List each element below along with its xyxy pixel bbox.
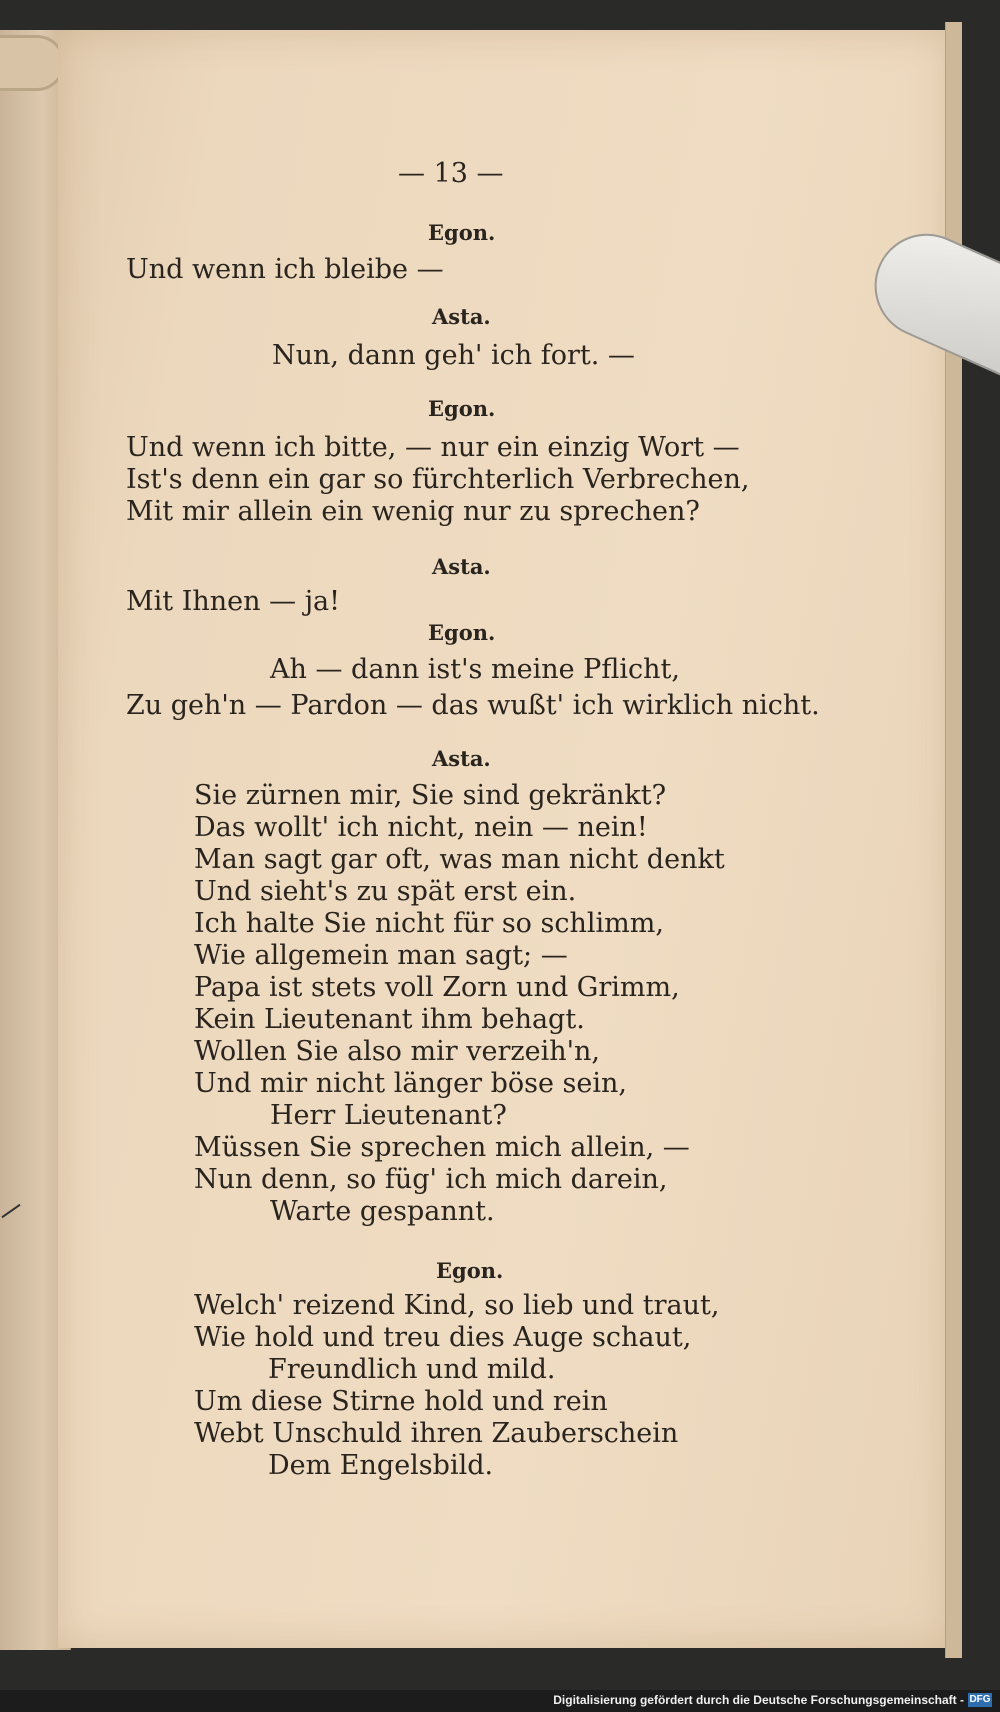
verse-line: Um diese Stirne hold und rein [194,1386,608,1417]
verse-line: Herr Lieutenant? [270,1100,507,1131]
speaker-label: Egon. [428,396,496,421]
footer-credit: Digitalisierung gefördert durch die Deutsche Forschungsgemeinschaft - [553,1693,964,1707]
verse-line: Wie hold und treu dies Auge schaut, [194,1322,692,1353]
speaker-label: Egon. [428,220,496,245]
verse-line: Freundlich und mild. [268,1354,556,1385]
verse-line: Müssen Sie sprechen mich allein, — [194,1132,690,1163]
verse-line: Welch' reizend Kind, so lieb und traut, [194,1290,720,1321]
verse-line: Nun denn, so füg' ich mich darein, [194,1164,668,1195]
verse-line: Papa ist stets voll Zorn und Grimm, [194,972,680,1003]
dfg-logo: DFG [969,1694,991,1705]
page-number: — 13 — [398,158,504,189]
speaker-label: Asta. [432,554,491,579]
verse-line: Mit Ihnen — ja! [126,586,341,617]
verse-line: Wie allgemein man sagt; — [194,940,568,971]
verse-line: Und wenn ich bleibe — [126,254,444,285]
verse-line: Nun, dann geh' ich fort. — [272,340,635,371]
verse-line: Kein Lieutenant ihm behagt. [194,1004,585,1035]
verse-line: Und wenn ich bitte, — nur ein einzig Wort — [126,432,740,463]
verse-line: Zu geh'n — Pardon — das wußt' ich wirklich nicht. [126,690,820,721]
verse-line: Warte gespannt. [270,1196,495,1227]
verse-line: Man sagt gar oft, was man nicht denkt [194,844,725,875]
verse-line: Ich halte Sie nicht für so schlimm, [194,908,664,939]
speaker-label: Egon. [436,1258,504,1283]
page-curl [0,35,65,91]
verse-line: Dem Engelsbild. [268,1450,494,1481]
verse-line: Sie zürnen mir, Sie sind gekränkt? [194,780,667,811]
speaker-label: Egon. [428,620,496,645]
verse-line: Mit mir allein ein wenig nur zu sprechen? [126,496,700,527]
verse-line: Ah — dann ist's meine Pflicht, [270,654,680,685]
speaker-label: Asta. [432,304,491,329]
verse-line: Ist's denn ein gar so fürchterlich Verbrechen, [126,464,750,495]
verse-line: Das wollt' ich nicht, nein — nein! [194,812,648,843]
verse-line: Wollen Sie also mir verzeih'n, [194,1036,601,1067]
verse-line: Und mir nicht länger böse sein, [194,1068,627,1099]
verse-line: Und sieht's zu spät erst ein. [194,876,577,907]
verse-line: Webt Unschuld ihren Zauberschein [194,1418,679,1449]
speaker-label: Asta. [432,746,491,771]
